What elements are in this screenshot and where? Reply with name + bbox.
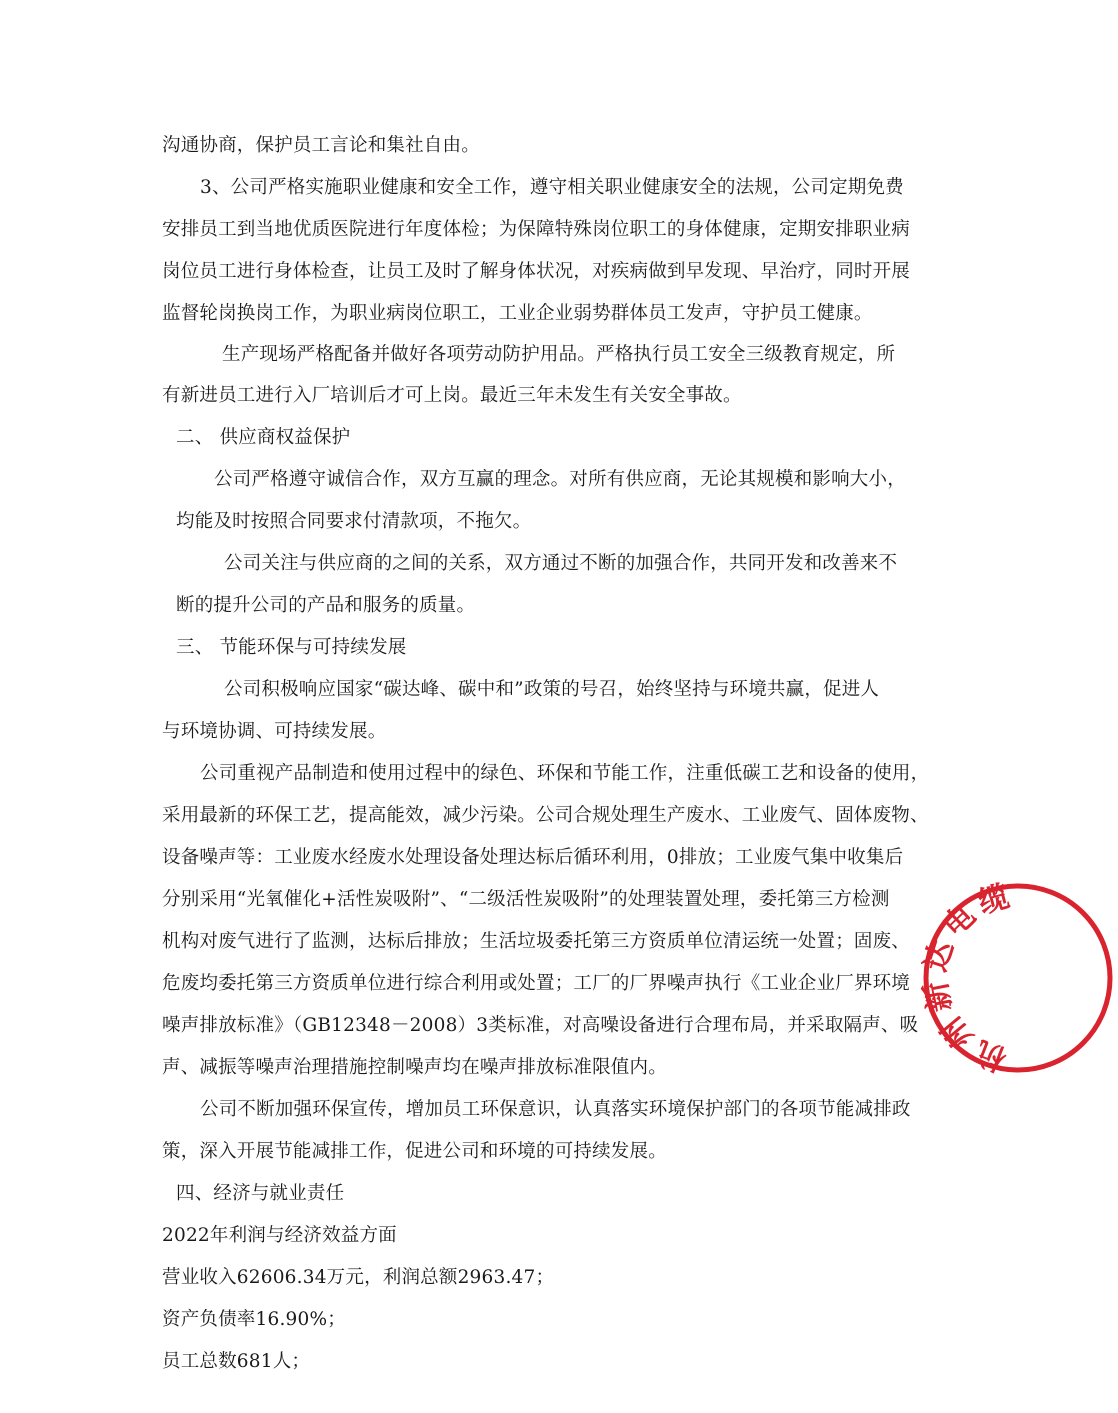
text-line-7: 有新进员工进行入厂培训后才可上岗。最近三年未发生有关安全事故。 xyxy=(162,385,742,406)
section-heading-4: 四、经济与就业责任 xyxy=(176,1183,345,1204)
text-line-6: 生产现场严格配备并做好各项劳动防护用品。严格执行员工安全三级教育规定，所 xyxy=(222,344,896,365)
section-heading-2: 二、 供应商权益保护 xyxy=(176,427,351,448)
text-line-27: 2022年利润与经济效益方面 xyxy=(162,1225,397,1246)
text-line-15: 与环境协调、可持续发展。 xyxy=(162,721,387,742)
text-line-21: 危废均委托第三方资质单位进行综合利用或处置；工厂的厂界噪声执行《工业企业厂界环境 xyxy=(162,973,911,994)
text-line-5: 监督轮岗换岗工作，为职业病岗位职工，工业企业弱势群体员工发声，守护员工健康。 xyxy=(162,303,873,324)
text-line-22: 噪声排放标准》（GB12348－2008）3类标准，对高噪设备进行合理布局，并采取隔声、吸 xyxy=(162,1015,919,1036)
text-line-10: 均能及时按照合同要求付清款项，不拖欠。 xyxy=(176,511,532,532)
text-line-18: 设备噪声等：工业废水经废水处理设备处理达标后循环利用，0排放；工业废气集中收集后 xyxy=(162,847,904,868)
text-line-12: 断的提升公司的产品和服务的质量。 xyxy=(176,595,476,616)
text-line-19: 分别采用“光氧催化+活性炭吸附”、“二级活性炭吸附”的处理装置处理，委托第三方检测 xyxy=(162,889,890,910)
text-line-23: 声、减振等噪声治理措施控制噪声均在噪声排放标准限值内。 xyxy=(162,1057,667,1078)
text-line-1: 沟通协商，保护员工言论和集社自由。 xyxy=(162,135,480,156)
text-line-25: 策，深入开展节能减排工作，促进公司和环境的可持续发展。 xyxy=(162,1141,667,1162)
text-line-14: 公司积极响应国家“碳达峰、碳中和”政策的号召，始终坚持与环境共赢，促进人 xyxy=(224,679,880,700)
text-line-24: 公司不断加强环保宣传，增加员工环保意识，认真落实环境保护部门的各项节能减排政 xyxy=(200,1099,911,1120)
text-line-30: 员工总数681人； xyxy=(162,1351,311,1372)
company-seal xyxy=(918,878,1118,1078)
text-line-9: 公司严格遵守诚信合作，双方互赢的理念。对所有供应商，无论其规模和影响大小， xyxy=(214,469,906,490)
text-line-2: 3、公司严格实施职业健康和安全工作，遵守相关职业健康安全的法规，公司定期免费 xyxy=(200,177,904,198)
seal-text: 杭州新达电缆 xyxy=(917,877,1019,1077)
section-heading-3: 三、 节能环保与可持续发展 xyxy=(176,637,407,658)
text-line-4: 岗位员工进行身体检查，让员工及时了解身体状况，对疾病做到早发现、早治疗，同时开展 xyxy=(162,261,911,282)
text-line-20: 机构对废气进行了监测，达标后排放；生活垃圾委托第三方资质单位清运统一处置；固废、 xyxy=(162,931,911,952)
text-line-17: 采用最新的环保工艺，提高能效，减少污染。公司合规处理生产废水、工业废气、固体废物、 xyxy=(162,805,929,826)
text-line-16: 公司重视产品制造和使用过程中的绿色、环保和节能工作，注重低碳工艺和设备的使用， xyxy=(200,763,930,784)
text-line-29: 资产负债率16.90%； xyxy=(162,1309,346,1330)
text-line-3: 安排员工到当地优质医院进行年度体检；为保障特殊岗位职工的身体健康，定期安排职业病 xyxy=(162,219,911,240)
text-line-28: 营业收入62606.34万元，利润总额2963.47； xyxy=(162,1267,555,1288)
text-line-11: 公司关注与供应商的之间的关系，双方通过不断的加强合作，共同开发和改善来不 xyxy=(224,553,898,574)
